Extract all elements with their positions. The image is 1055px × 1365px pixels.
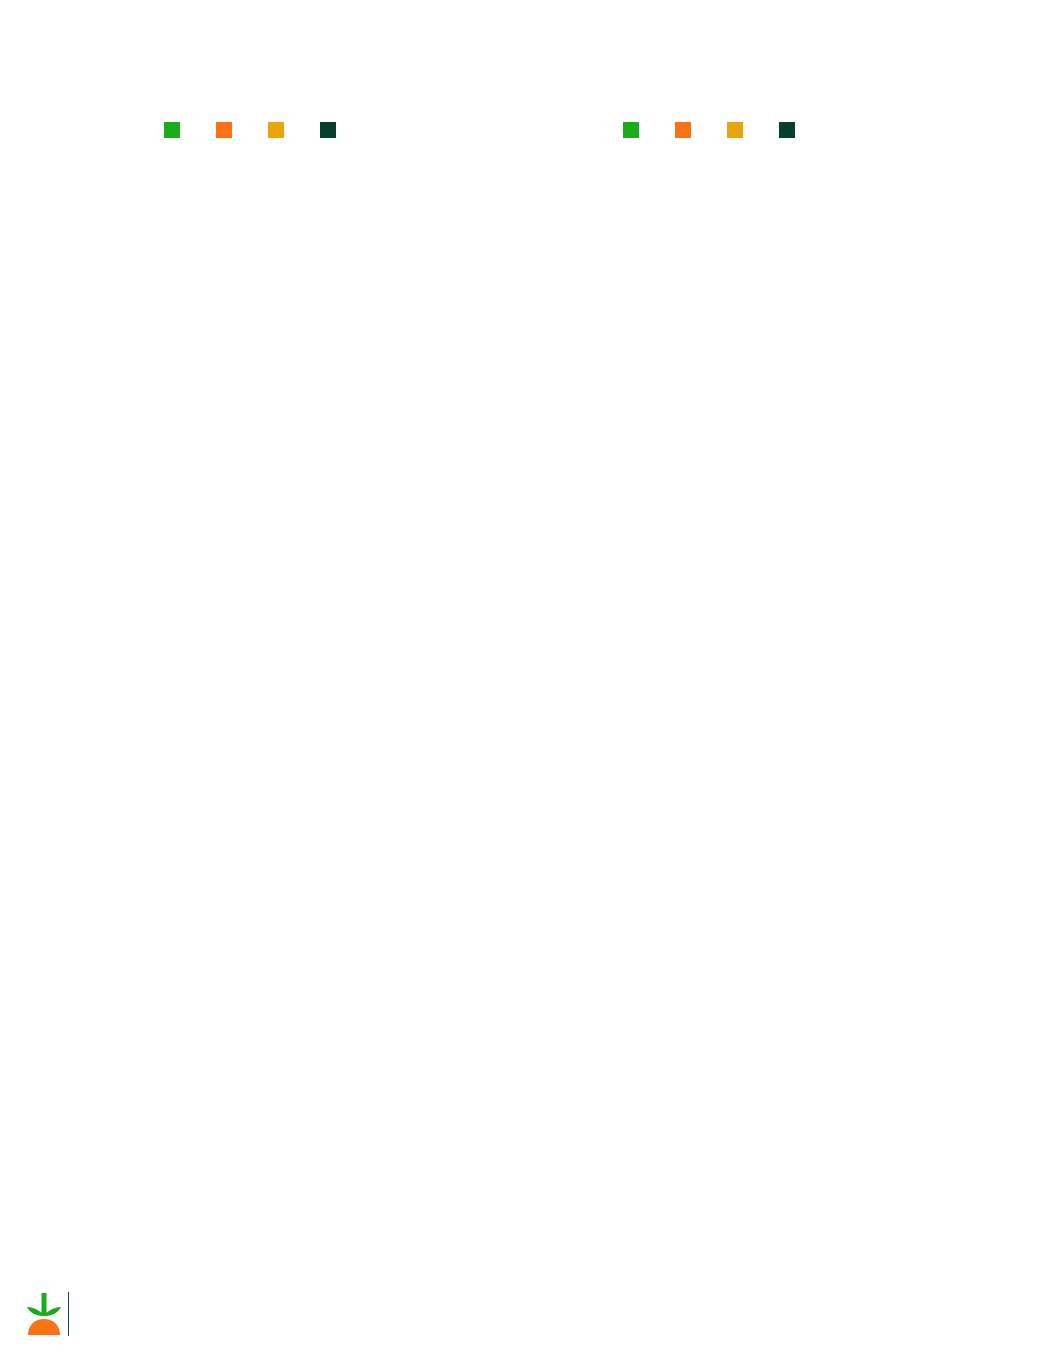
q4-2025-logo [24,1289,75,1339]
logo-divider [68,1292,69,1336]
carrot-logo-icon [24,1289,64,1339]
